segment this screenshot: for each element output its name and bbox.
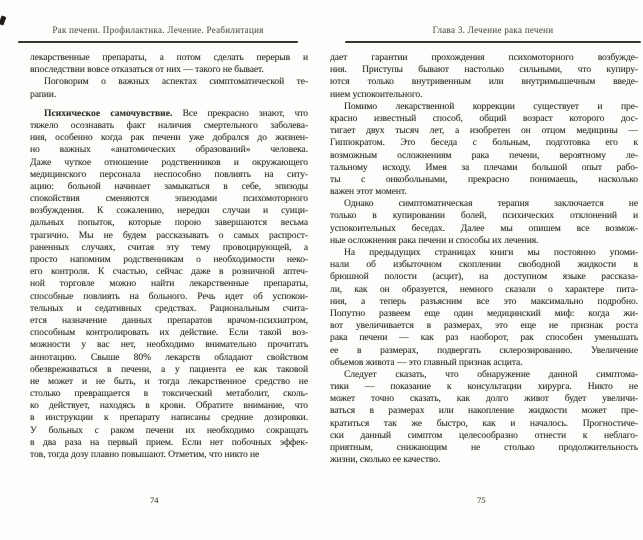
running-head-left: Рак печени. Профилактика. Лечение. Реабилитация [52,25,264,35]
running-head-right: Глава 3. Лечение рака печени [432,25,554,35]
text-line: брюшной полости (асцит), на доступном языке рассказа- [330,271,638,283]
text-line: На предыдущих страницах книги мы постоянно упоми- [344,247,638,258]
text-line: столько превращается в токсический метаболит, сколь- [30,388,308,400]
text-line: дает гарантии прохождения психомоторного возбужде- [330,52,638,63]
paragraph-lead-bold: Психическое самочувствие. [44,107,173,119]
text-line: рака печени — как раз наоборот, рак способен уменьшать [330,332,638,344]
text-line: дальных попыток, которые порою завершаются весьма [30,217,308,229]
paragraph-spacer [30,101,308,108]
text-line: красно известный способ, общий возраст которого дос- [330,112,638,124]
text-line: тальному исходу. Имея за плечами большой опыт рабо- [330,161,638,173]
text-line: ния, а теперь разъясним все это максимально подробно. [330,295,638,307]
text-line: медицинского персонала неспособно повлиять на ситу- [30,168,308,180]
text-line: впоследствии вовсе отказаться от них — такого не бывает. [30,64,264,76]
text-line: успокоительных беседах. Далее мы опишем все возмож- [330,222,638,234]
text-line: Поговорим о важных аспектах симптоматической те- [44,76,308,88]
right-page-text [330,52,638,466]
text-line: ваться в размерах или накопление жидкости может пре- [330,405,638,417]
text-line: спокойствия сменяются эпизодами психомоторного [30,193,308,205]
text-line: его контроля. К счастью, сейчас даже в розничной аптеч- [30,266,308,278]
text-line: тяжело осознавать факт наличия смертельного заболева- [30,119,308,131]
text-line: вот увеличивается в размерах, это еще не признак роста [330,320,638,332]
text-line: Гиппократом. Это беседа с больным, подготовка его к [330,137,638,149]
header-rule-left [18,41,298,43]
text-line: ли, как он образуется, немного сказали о характере пита- [330,283,638,295]
page-number-left: 74 [150,495,159,505]
text-line: объемов живота — это главный признак асцита. [330,356,523,368]
text-line: ются только внутривенным или внутримышечным введе- [330,76,638,88]
text-line: У больных с раком печени их необходимо сокращать [30,424,308,436]
text-line: ния. Приступы бывают настолько сильными, что купиру- [330,64,638,76]
text-line: возбуждения. К сожалению, нередки случаи и суици- [30,205,308,217]
text-line: рапии. [30,88,57,100]
header-rule-right [345,41,641,43]
text-line: в инструкции к препарату написаны средние дозировки. [30,412,308,424]
text-line: просто напомним родственникам о необходимости неко- [30,254,308,265]
text-line: ется назначение данных препаратов врачом-психиатром, [30,314,308,326]
text-line: ее в размерах, подвергать склерозированию. Увеличение [330,344,638,356]
text-line: ные осложнения рака печени и способы их лечения. [330,234,539,246]
text-line: не может и не быть, и тогда лекарственное средство не [30,375,308,387]
text-line: Даже чуткое отношение родственников и окружающего [30,156,308,168]
text-line: тики — показание к консультации хирурга. Никто не [330,381,638,393]
text-line: приятным, снижающим не столько продолжительность [330,442,638,453]
text-line: лекарственные препараты, а потом сделать перерыв и [30,52,308,63]
text-line: способным контролировать их действие. Если такой воз- [30,327,308,339]
text-line: тов, тогда дозу плавно повышают. Отметим, что никто не [30,449,260,460]
text-line: тигает двух тысяч лет, а изобретен он отцом медицины — [330,125,638,137]
text-line: важен этот момент. [330,186,407,198]
text-line: жизни, сколько ее качество. [330,454,441,466]
text-line: нали об избыточном скоплении свободной жидкости в [330,259,638,271]
text-line: трагично. Мы не будем рассказывать о самых распрост- [30,229,308,241]
text-line: обезвреживаться в печени, а у пациента ее как таковой [30,363,308,375]
text-line: но важных «анатомических образований» человека. [30,144,308,156]
right-page [322,0,643,540]
text-line: в два раза на первый прием. Если нет побочных эффек- [30,436,308,448]
text-line: тельных и седативных средствах. Рациональным счита- [30,302,308,314]
page-number-right: 75 [477,495,486,505]
text-line: нием успокоительного. [330,88,423,100]
text-line: Однако симптоматическая терапия заключается не [344,198,638,210]
text-line: Помимо лекарственной коррекции существует и пре- [344,100,638,112]
text-line: ты с онкобольными, прекрасно понимаешь, насколько [330,173,638,185]
left-page-text [30,52,308,461]
text-line: кратиться так же быстро, как и началось. Прогностиче- [330,417,638,429]
text-line: ния, особенно когда рак печени уже добрался до жизнен- [30,132,308,144]
text-line: ко действует, находясь в крови. Обратите внимание, что [30,400,308,412]
text-line: Попутно развеем еще один медицинский миф: когда жи- [330,307,638,319]
text-line: ацию: больной начинает замыкаться в себе, эпизоды [30,180,308,192]
text-line: Следует сказать, что обнаружение данной симптома- [344,368,638,380]
text-line: ной торговле можно найти лекарственные препараты, [30,278,308,290]
text-line: только в купировании болей, психических отклонений и [330,210,638,222]
text-line: возможным осложнениям рака печени, вероятному ле- [330,149,638,161]
text-line: способные повлиять на больного. Речь идет об успокои- [30,290,308,302]
text-line: можности у вас нет, необходимо внимательно прочитать [30,339,308,351]
text-line: может точно сказать, как долго живот будет увеличи- [330,393,638,405]
text-line: ски данный симптом целесообразно отнести к неблаго- [330,429,638,441]
text-line: Психическое самочувствие. Все прекрасно знают, что [44,107,308,119]
text-line: раненных случаях, считая эту тему провоцирующей, а [30,241,308,253]
text-line: аннотацию. Свыше 80% лекарств обладают свойством [30,351,308,363]
